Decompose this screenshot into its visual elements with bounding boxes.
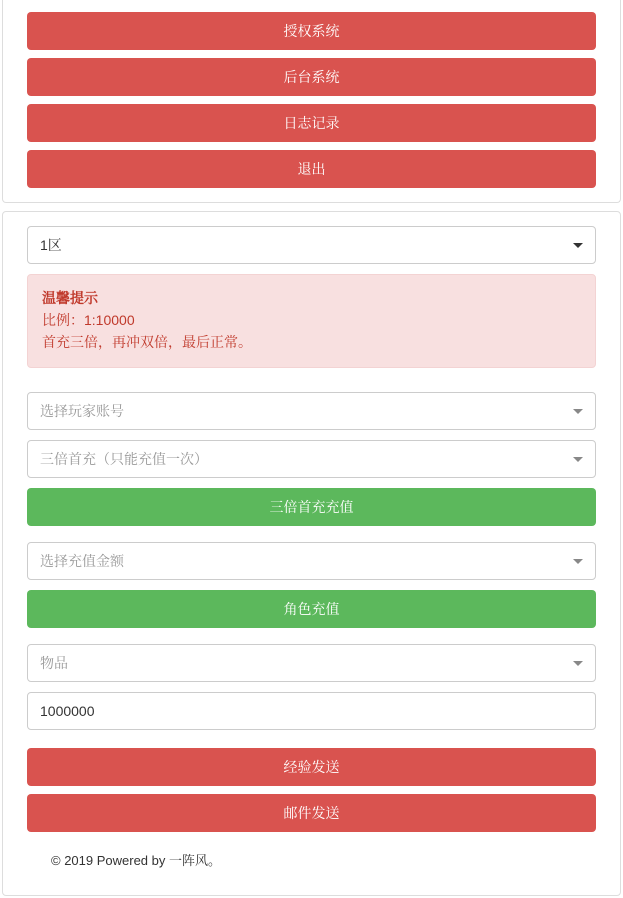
first-charge-select[interactable] — [27, 440, 596, 478]
nav-button-logout[interactable]: 退出 — [27, 150, 596, 188]
notice-line-rules: 首充三倍，再冲双倍，最后正常。 — [42, 334, 252, 350]
nav-button-log-records[interactable]: 日志记录 — [27, 104, 596, 142]
first-charge-select-value: 三倍首充（只能充值一次） — [40, 451, 208, 467]
mail-send-button[interactable]: 邮件发送 — [27, 794, 596, 832]
nav-panel — [2, 0, 621, 203]
server-select[interactable] — [27, 226, 596, 264]
nav-button-auth-system[interactable]: 授权系统 — [27, 12, 596, 50]
footer — [27, 840, 596, 881]
spacer — [27, 534, 596, 542]
chevron-down-icon — [573, 661, 583, 666]
footer-text: © 2019 Powered by 一阵风。 — [51, 853, 221, 868]
item-select-value: 物品 — [40, 655, 68, 671]
chevron-down-icon — [573, 409, 583, 414]
spacer — [27, 384, 596, 392]
notice-line-ratio: 比例：1:10000 — [42, 312, 135, 328]
item-select[interactable] — [27, 644, 596, 682]
spacer — [27, 740, 596, 748]
first-charge-button[interactable]: 三倍首充充值 — [27, 488, 596, 526]
amount-select-value: 选择充值金额 — [40, 553, 124, 569]
amount-input[interactable] — [27, 692, 596, 730]
spacer — [27, 636, 596, 644]
chevron-down-icon — [573, 243, 583, 248]
amount-select[interactable] — [27, 542, 596, 580]
player-account-select-value: 选择玩家账号 — [40, 403, 124, 419]
player-account-select[interactable] — [27, 392, 596, 430]
server-select-value: 1区 — [40, 237, 62, 253]
chevron-down-icon — [573, 457, 583, 462]
chevron-down-icon — [573, 559, 583, 564]
role-charge-button[interactable]: 角色充值 — [27, 590, 596, 628]
recharge-panel — [2, 211, 621, 896]
nav-button-admin-system[interactable]: 后台系统 — [27, 58, 596, 96]
exp-send-button[interactable]: 经验发送 — [27, 748, 596, 786]
notice-title: 温馨提示 — [42, 290, 98, 306]
notice-box — [27, 274, 596, 368]
